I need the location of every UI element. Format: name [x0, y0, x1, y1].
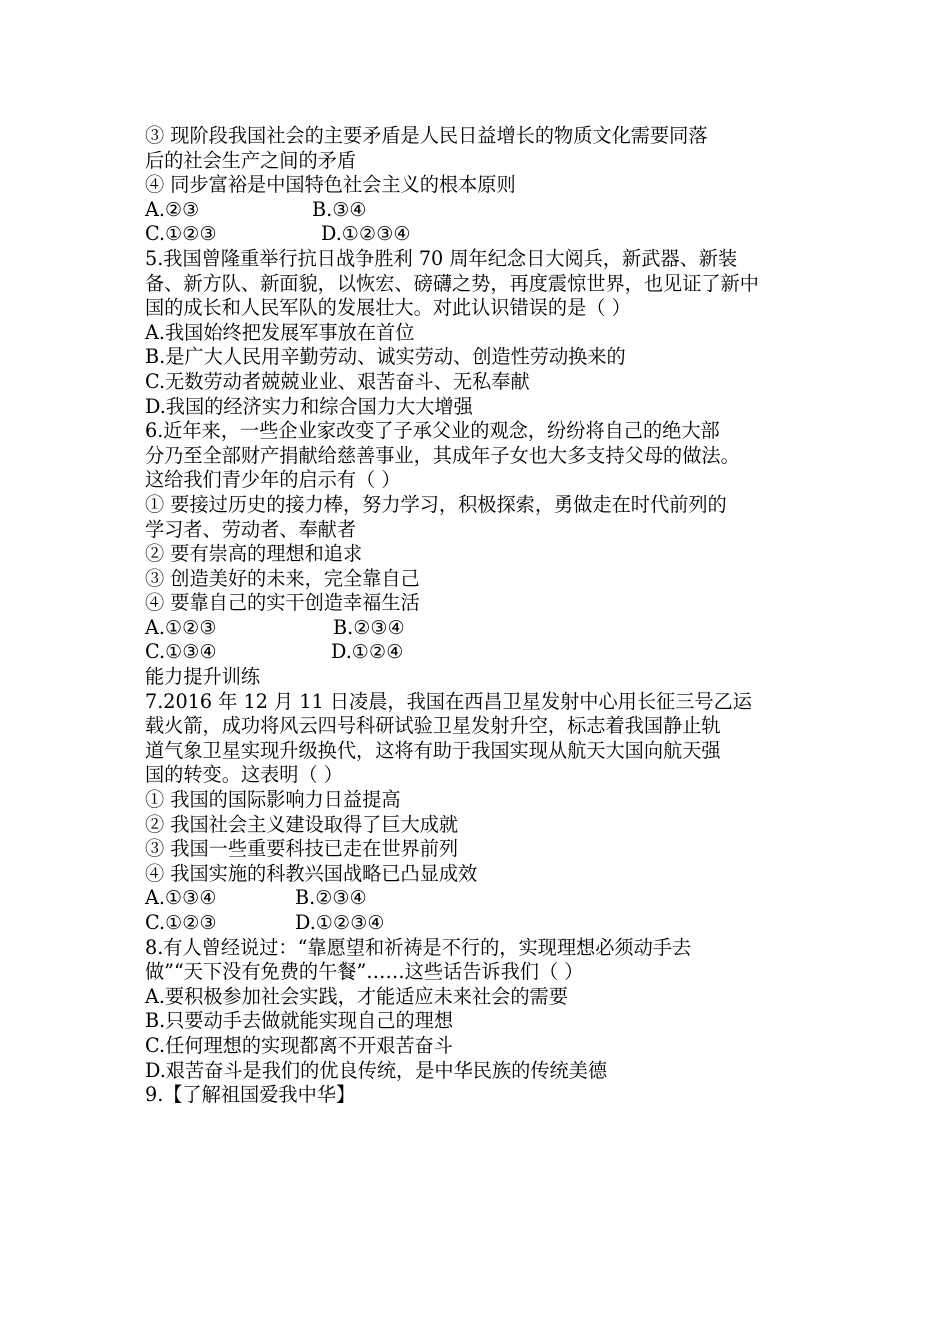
text-line: ④ 同步富裕是中国特色社会主义的根本原则: [145, 173, 516, 197]
q6-statement: ④ 要靠自己的实干创造幸福生活: [145, 591, 420, 615]
q6-options-row-2: [145, 640, 825, 665]
q7-options-row-1: [145, 886, 825, 911]
q7-statement: ① 我国的国际影响力日益提高: [145, 788, 401, 812]
q7-options-row-2: [145, 911, 825, 936]
q6-option-a: A.①②③: [145, 615, 217, 639]
q4-options-row-2: [145, 222, 825, 247]
q7-option-b: B.②③④: [295, 886, 367, 910]
section-title: 能力提升训练: [145, 665, 261, 689]
q4-option-c: C.①②③: [145, 222, 217, 246]
q6-statement: ③ 创造美好的未来，完全靠自己: [145, 566, 420, 590]
q7-statement: ② 我国社会主义建设取得了巨大成就: [145, 812, 459, 836]
q5-stem: 国的成长和人民军队的发展壮大。对此认识错误的是（ ）: [145, 296, 631, 320]
q4-option-b: B.③④: [312, 197, 367, 221]
q5-option-d: D.我国的经济实力和综合国力大大增强: [145, 394, 473, 418]
q7-option-d: D.①②③④: [295, 911, 385, 934]
q6-option-c: C.①③④: [145, 640, 217, 664]
q8-stem: 8.有人曾经说过：“靠愿望和祈祷是不行的，实现理想必须动手去: [145, 935, 692, 959]
q5-option-a: A.我国始终把发展军事放在首位: [145, 320, 415, 344]
q7-stem: 载火箭，成功将风云四号科研试验卫星发射升空，标志着我国静止轨: [145, 714, 721, 738]
q7-stem: 国的转变。这表明（ ）: [145, 763, 343, 787]
q8-option-d: D.艰苦奋斗是我们的优良传统，是中华民族的传统美德: [145, 1058, 608, 1082]
document-page: [145, 124, 825, 1108]
q8-stem: 做”“天下没有免费的午餐”……这些话告诉我们（ ）: [145, 960, 584, 984]
q8-option-c: C.任何理想的实现都离不开艰苦奋斗: [145, 1033, 453, 1057]
q7-option-c: C.①②③: [145, 911, 217, 934]
q5-stem: 备、新方队、新面貌，以恢宏、磅礴之势，再度震惊世界，也见证了新中: [145, 271, 759, 295]
q6-statement: ① 要接过历史的接力棒，努力学习，积极探索，勇做走在时代前列的: [145, 492, 727, 516]
text-line: ③ 现阶段我国社会的主要矛盾是人民日益增长的物质文化需要同落: [145, 124, 708, 147]
q6-option-b: B.②③④: [333, 615, 405, 639]
q6-stem: 分乃至全部财产捐献给慈善事业，其成年子女也大多支持父母的做法。: [145, 443, 740, 467]
q7-stem: 道气象卫星实现升级换代，这将有助于我国实现从航天大国向航天强: [145, 738, 721, 762]
q7-statement: ③ 我国一些重要科技已走在世界前列: [145, 837, 459, 861]
q4-options-row-1: [145, 198, 825, 223]
q6-statement: 学习者、劳动者、奉献者: [145, 517, 357, 541]
q5-stem: 5.我国曾隆重举行抗日战争胜利 70 周年纪念日大阅兵，新武器、新装: [145, 246, 738, 270]
q8-option-a: A.要积极参加社会实践，才能适应未来社会的需要: [145, 984, 568, 1008]
q5-option-c: C.无数劳动者兢兢业业、艰苦奋斗、无私奉献: [145, 369, 530, 393]
q6-statement: ② 要有崇高的理想和追求: [145, 542, 363, 566]
q6-stem: 这给我们青少年的启示有（ ）: [145, 468, 401, 492]
q7-statement: ④ 我国实施的科教兴国战略已凸显成效: [145, 861, 478, 885]
q4-option-a: A.②③: [145, 197, 200, 221]
q6-stem: 6.近年来，一些企业家改变了子承父业的观念，纷纷将自己的绝大部: [145, 419, 720, 443]
q4-option-d: D.①②③④: [321, 222, 411, 246]
q8-option-b: B.只要动手去做就能实现自己的理想: [145, 1009, 454, 1033]
q6-option-d: D.①②④: [331, 640, 404, 664]
q7-stem: 7.2016 年 12 月 11 日凌晨，我国在西昌卫星发射中心用长征三号乙运: [145, 689, 752, 713]
q6-options-row-1: [145, 616, 825, 641]
q7-option-a: A.①③④: [145, 886, 217, 910]
text-line: 后的社会生产之间的矛盾: [145, 148, 357, 172]
q9-heading: 9.【了解祖国爱我中华】: [145, 1083, 356, 1107]
q5-option-b: B.是广大人民用辛勤劳动、诚实劳动、创造性劳动换来的: [145, 345, 626, 369]
